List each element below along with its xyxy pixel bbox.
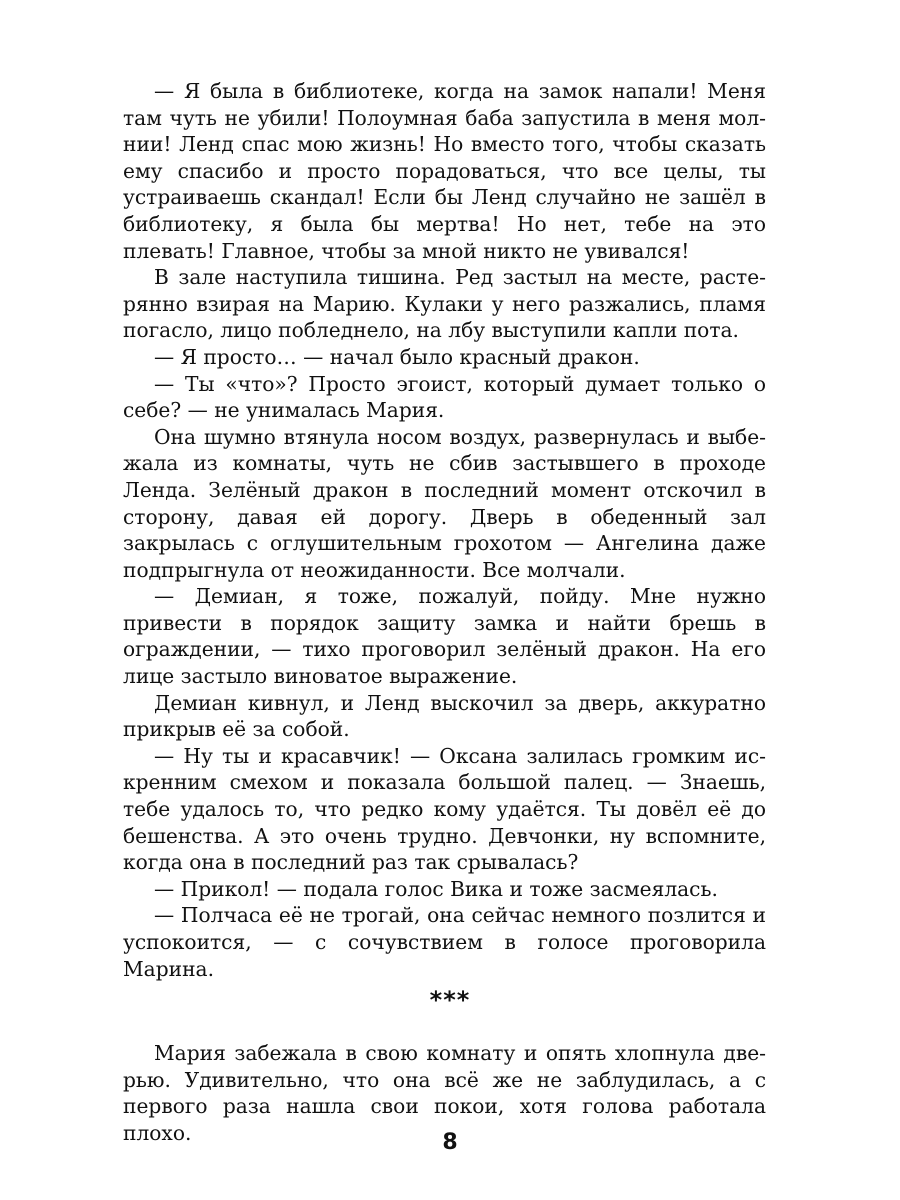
- closing-paragraph: Мария забежала в свою комнату и опять хлопнула дверью. Удивительно, что она всё же не заблудилась, а с первого раза нашла свои покои, хотя голова работала плохо.: [123, 1041, 766, 1145]
- page-body: [123, 78, 766, 982]
- paragraph-7: Демиан кивнул, и Ленд выскочил за дверь, аккуратно прикрыв её за собой.: [123, 690, 766, 742]
- paragraph-10: — Полчаса её не трогай, она сейчас немного позлится и успокоится, — с сочувствием в голосе проговорила Марина.: [123, 903, 766, 981]
- page-number: 8: [442, 1130, 458, 1155]
- section-break: ***: [429, 986, 471, 1014]
- paragraph-5: Она шумно втянула носом воздух, развернулась и выбежала из комнаты, чуть не сбив застывшего в проходе Ленда. Зелёный дракон в последний момент отскочил в сторону, давая ей дорогу. Дверь в обеденный зал закрылась с оглушительным грохотом — Ангелина даже подпрыгнула от неожиданности. Все молчали.: [123, 424, 766, 582]
- paragraph-9: — Прикол! — подала голос Вика и тоже засмеялась.: [154, 876, 718, 901]
- paragraph-6: — Демиан, я тоже, пожалуй, пойду. Мне нужно привести в порядок защиту замка и найти брешь в ограждении, — тихо проговорил зелёный дракон. На его лице застыло виноватое выражение.: [123, 584, 766, 689]
- paragraph-1: — Я была в библиотеке, когда на замок напали! Меня там чуть не убили! Полоумная баба запустила в меня молнии! Ленд спас мою жизнь! Но вместо того, чтобы сказать ему спасибо и просто порадоваться, что все целы, ты устраиваешь скандал! Если бы Ленд случайно не зашёл в библиотеку, я была бы мертва! Но нет, тебе на это плевать! Главное, чтобы за мной никто не увивался!: [123, 79, 766, 263]
- paragraph-2: В зале наступила тишина. Ред застыл на месте, растерянно взирая на Марию. Кулаки у него разжались, пламя погасло, лицо побледнело, на лбу выступили капли пота.: [123, 265, 766, 343]
- paragraph-4: — Ты «что»? Просто эгоист, который думает только о себе? — не унималась Мария.: [123, 371, 766, 423]
- paragraph-3: — Я просто… — начал было красный дракон.: [154, 344, 640, 369]
- paragraph-8: — Ну ты и красавчик! — Оксана залилась громким искренним смехом и показала большой палец. — Знаешь, тебе удалось то, что редко кому удаётся. Ты довёл её до бешенства. А это очень трудно. Девчонки, ну вспомните, когда она в последний раз так срывалась?: [123, 743, 766, 875]
